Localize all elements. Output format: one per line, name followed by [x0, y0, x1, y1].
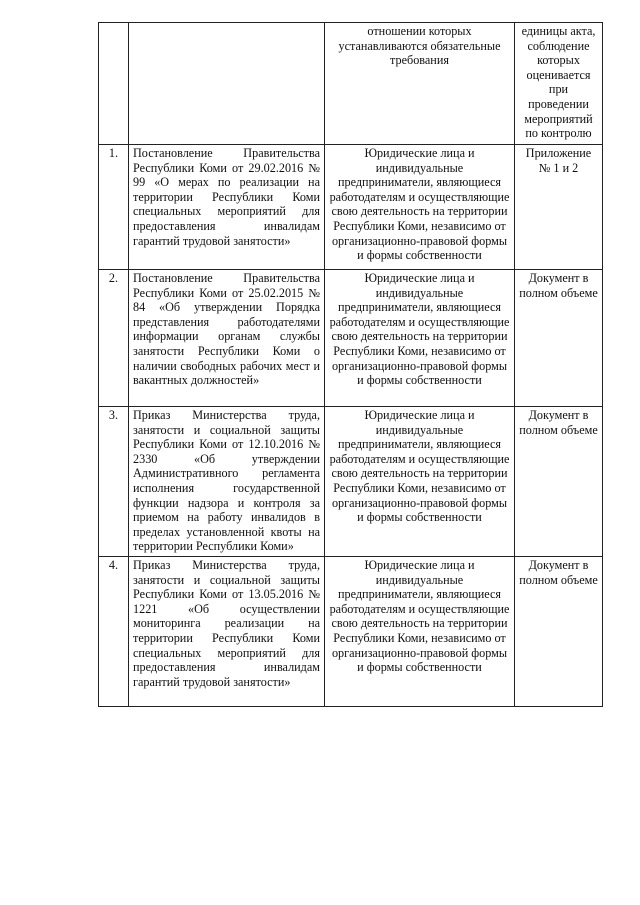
table-row [99, 145, 603, 270]
header-num-cell [99, 23, 129, 145]
act-subjects: Юридические лица и индивидуальные предприниматели, являющиеся работодателям и осуществляющие свою деятельность на территории Республики Коми, независимо от организационно-правовой формы и формы собственности [325, 270, 515, 407]
act-subjects: Юридические лица и индивидуальные предприниматели, являющиеся работодателям и осуществляющие свою деятельность на территории Республики Коми, независимо от организационно-правовой формы и формы собственности [325, 145, 515, 270]
act-name: Приказ Министерства труда, занятости и социальной защиты Республики Коми от 13.05.2016 № 1221 «Об осуществлении мониторинга реализации на территории Республики Коми специальных мероприятий для предоставления инвалидам гарантий трудовой занятости» [129, 556, 325, 706]
act-name: Приказ Министерства труда, занятости и социальной защиты Республики Коми от 12.10.2016 № 2330 «Об утверждении Административного регламента исполнения государственной функции надзора и контроля за приемом на работу инвалидов в пределах установленной квоты на территории Республики Коми» [129, 407, 325, 557]
row-number: 1. [99, 145, 129, 270]
header-scope-cell: единицы акта, соблюдение которых оценивается при проведении мероприятий по контролю [515, 23, 603, 145]
act-name: Постановление Правительства Республики Коми от 29.02.2016 № 99 «О мерах по реализации на территории Республики Коми специальных мероприятий для предоставления инвалидам гарантий трудовой занятости» [129, 145, 325, 270]
header-subjects-cell: отношении которых устанавливаются обязательные требования [325, 23, 515, 145]
acts-table [98, 22, 603, 707]
row-number: 2. [99, 270, 129, 407]
table-row [99, 407, 603, 557]
act-scope: Приложение № 1 и 2 [515, 145, 603, 270]
table-row [99, 556, 603, 706]
row-number: 3. [99, 407, 129, 557]
table-header-row [99, 23, 603, 145]
act-subjects: Юридические лица и индивидуальные предприниматели, являющиеся работодателям и осуществляющие свою деятельность на территории Республики Коми, независимо от организационно-правовой формы и формы собственности [325, 556, 515, 706]
act-subjects: Юридические лица и индивидуальные предприниматели, являющиеся работодателям и осуществляющие свою деятельность на территории Республики Коми, независимо от организационно-правовой формы и формы собственности [325, 407, 515, 557]
act-scope: Документ в полном объеме [515, 556, 603, 706]
act-scope: Документ в полном объеме [515, 270, 603, 407]
act-scope: Документ в полном объеме [515, 407, 603, 557]
row-number: 4. [99, 556, 129, 706]
table-row [99, 270, 603, 407]
act-name: Постановление Правительства Республики Коми от 25.02.2015 № 84 «Об утверждении Порядка представления работодателями информации органам службы занятости Республики Коми о наличии свободных рабочих мест и вакантных должностей» [129, 270, 325, 407]
header-name-cell [129, 23, 325, 145]
